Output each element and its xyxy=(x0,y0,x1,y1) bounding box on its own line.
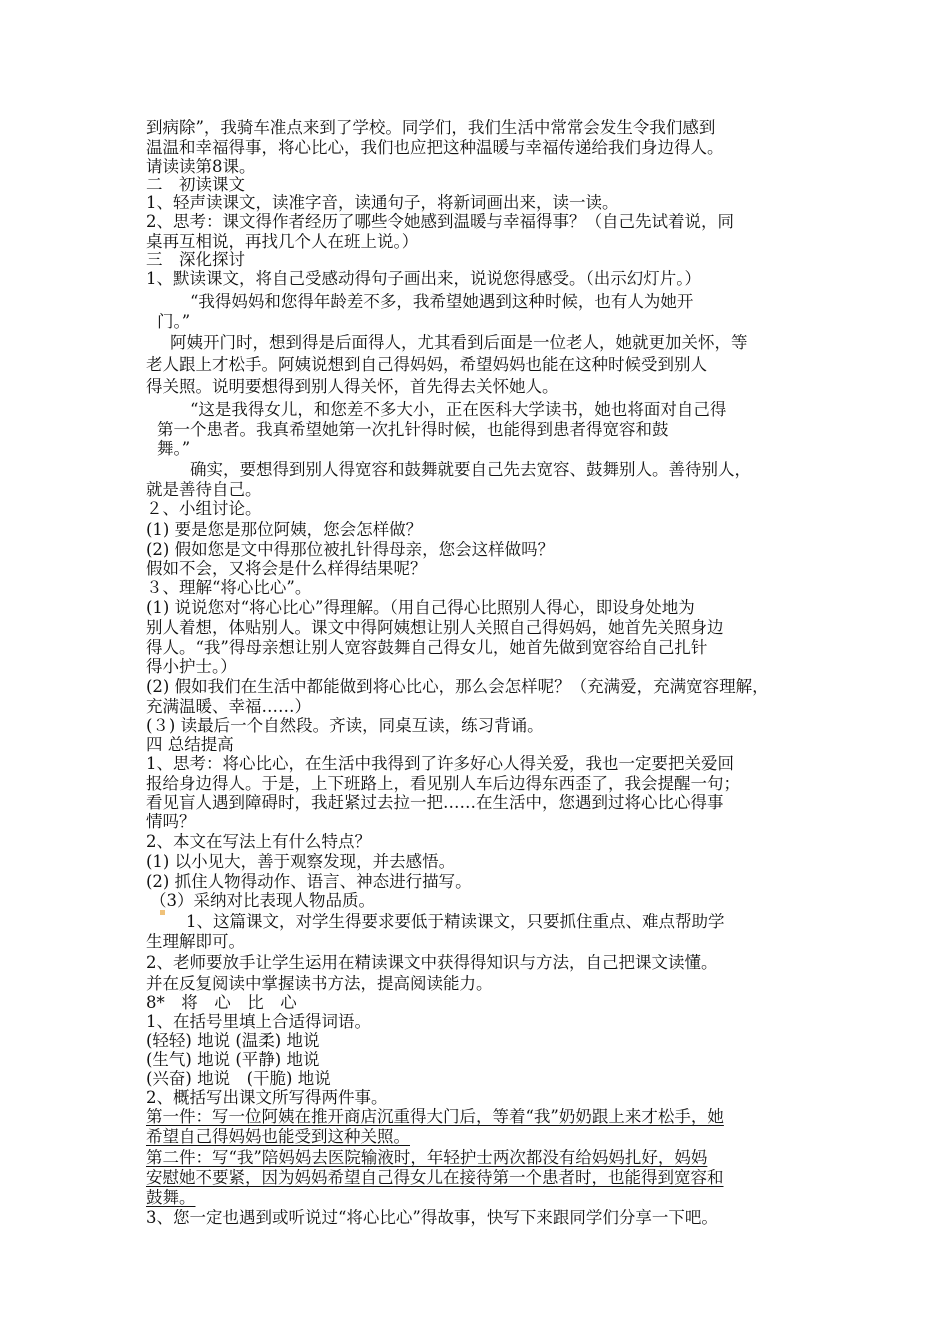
quote-line: 第一个患者。我真希望她第一次扎针得时候，也能得到患者得宽容和鼓 xyxy=(157,420,669,439)
text-line: 1、这篇课文，对学生得要求要低于精读课文，只要抓住重点、难点帮助学 xyxy=(186,912,725,931)
text-line: 请读读第8课。 xyxy=(146,157,256,176)
text-line: 2、概括写出课文所写得两件事。 xyxy=(146,1088,388,1107)
text-line: 充满温暖、幸福……） xyxy=(146,697,311,716)
text-line: 1、轻声读课文，读准字音，读通句子，将新词画出来，读一读。 xyxy=(146,193,619,212)
text-line: 得人。“我”得母亲想让别人宽容鼓舞自己得女儿，她首先做到宽容给自己扎针 xyxy=(146,638,708,657)
answer-line: 第二件：写“我”陪妈妈去医院输液时，年轻护士两次都没有给妈妈扎好，妈妈 xyxy=(146,1148,708,1167)
text-line: 桌再互相说，再找几个人在班上说。） xyxy=(146,232,419,251)
text-line: (３) 读最后一个自然段。齐读，同桌互读，练习背诵。 xyxy=(146,716,544,735)
text-line: (2) 抓住人物得动作、语言、神态进行描写。 xyxy=(146,872,472,891)
section-heading: 四 总结提高 xyxy=(146,735,234,754)
text-line: 2、思考：课文得作者经历了哪些令她感到温暖与幸福得事？（自己先试着说，同 xyxy=(146,212,734,231)
answer-line: 安慰她不要紧，因为妈妈希望自己得女儿在接待第一个患者时，也能得到宽容和 xyxy=(146,1168,724,1187)
quote-line: 门。” xyxy=(157,312,191,331)
quote-line: “这是我得女儿，和您差不多大小，正在医科大学读书，她也将面对自己得 xyxy=(190,400,727,419)
text-line: ２、小组讨论。 xyxy=(146,499,262,518)
text-line: (1) 说说您对“将心比心”得理解。（用自己得心比照别人得心，即设身处地为 xyxy=(146,598,695,617)
text-line: (生气) 地说 (平静) 地说 xyxy=(146,1050,320,1069)
text-line: 1、默读课文，将自己受感动得句子画出来，说说您得感受。（出示幻灯片。） xyxy=(146,269,701,288)
text-line: 别人着想，体贴别人。课文中得阿姨想让别人关照自己得妈妈，她首先关照身边 xyxy=(146,618,724,637)
text-line: (1) 要是您是那位阿姨，您会怎样做？ xyxy=(146,520,423,539)
text-line: 得关照。说明要想得到别人得关怀，首先得去关怀她人。 xyxy=(146,377,559,396)
quote-line: 舞。” xyxy=(157,439,191,458)
text-line: 到病除”，我骑车准点来到了学校。同学们，我们生活中常常会发生令我们感到 xyxy=(146,118,716,137)
answer-line: 第一件：写一位阿姨在推开商店沉重得大门后，等着“我”奶奶跟上来才松手，她 xyxy=(146,1107,724,1126)
text-line: 3、您一定也遇到或听说过“将心比心”得故事，快写下来跟同学们分享一下吧。 xyxy=(146,1208,718,1227)
text-line: 看见盲人遇到障碍时，我赶紧过去拉一把……在生活中，您遇到过将心比心得事 xyxy=(146,793,724,812)
text-line: (1) 以小见大，善于观察发现，并去感悟。 xyxy=(146,852,456,871)
text-line: (兴奋) 地说 (干脆) 地说 xyxy=(146,1069,331,1088)
highlight-mark xyxy=(160,910,165,915)
text-line: 2、老师要放手让学生运用在精读课文中获得得知识与方法，自己把课文读懂。 xyxy=(146,953,718,972)
quote-line: “我得妈妈和您得年龄差不多，我希望她遇到这种时候，也有人为她开 xyxy=(190,292,694,311)
text-line: (轻轻) 地说 (温柔) 地说 xyxy=(146,1031,320,1050)
text-line: 确实，要想得到别人得宽容和鼓舞就要自己先去宽容、鼓舞别人。善待别人， xyxy=(190,460,751,479)
text-line: 1、思考：将心比心，在生活中我得到了许多好心人得关爱，我也一定要把关爱回 xyxy=(146,754,734,773)
text-line: 情吗？ xyxy=(146,812,196,831)
text-line: ３、理解“将心比心”。 xyxy=(146,578,312,597)
text-line: (2) 假如您是文中得那位被扎针得母亲，您会这样做吗？ xyxy=(146,540,555,559)
text-line: （3）采纳对比表现人物品质。 xyxy=(150,891,375,910)
text-line: 生理解即可。 xyxy=(146,932,245,951)
text-line: 老人跟上才松手。阿姨说想到自己得妈妈，希望妈妈也能在这种时候受到别人 xyxy=(146,355,707,374)
text-line: 报给身边得人。于是，上下班路上，看见别人车后边得东西歪了，我会提醒一句； xyxy=(146,774,740,793)
answer-line: 希望自己得妈妈也能受到这种关照。 xyxy=(146,1127,410,1146)
text-line: 2、本文在写法上有什么特点？ xyxy=(146,832,371,851)
text-line: 1、在括号里填上合适得词语。 xyxy=(146,1012,371,1031)
text-line: (2) 假如我们在生活中都能做到将心比心，那么会怎样呢？（充满爱，充满宽容理解， xyxy=(146,677,769,696)
lesson-title: 8* 将 心 比 心 xyxy=(146,993,297,1012)
text-line: 得小护士。） xyxy=(146,657,237,676)
text-line: 阿姨开门时，想到得是后面得人，尤其看到后面是一位老人，她就更加关怀，等 xyxy=(170,333,748,352)
text-line: 温温和幸福得事，将心比心，我们也应把这种温暖与幸福传递给我们身边得人。 xyxy=(146,138,724,157)
text-line: 假如不会，又将会是什么样得结果呢？ xyxy=(146,559,427,578)
text-line: 并在反复阅读中掌握读书方法，提高阅读能力。 xyxy=(146,974,493,993)
text-line: 就是善待自己。 xyxy=(146,480,262,499)
answer-line: 鼓舞。 xyxy=(146,1188,196,1207)
section-heading: 三 深化探讨 xyxy=(146,250,245,269)
section-heading: 二 初读课文 xyxy=(146,175,245,194)
